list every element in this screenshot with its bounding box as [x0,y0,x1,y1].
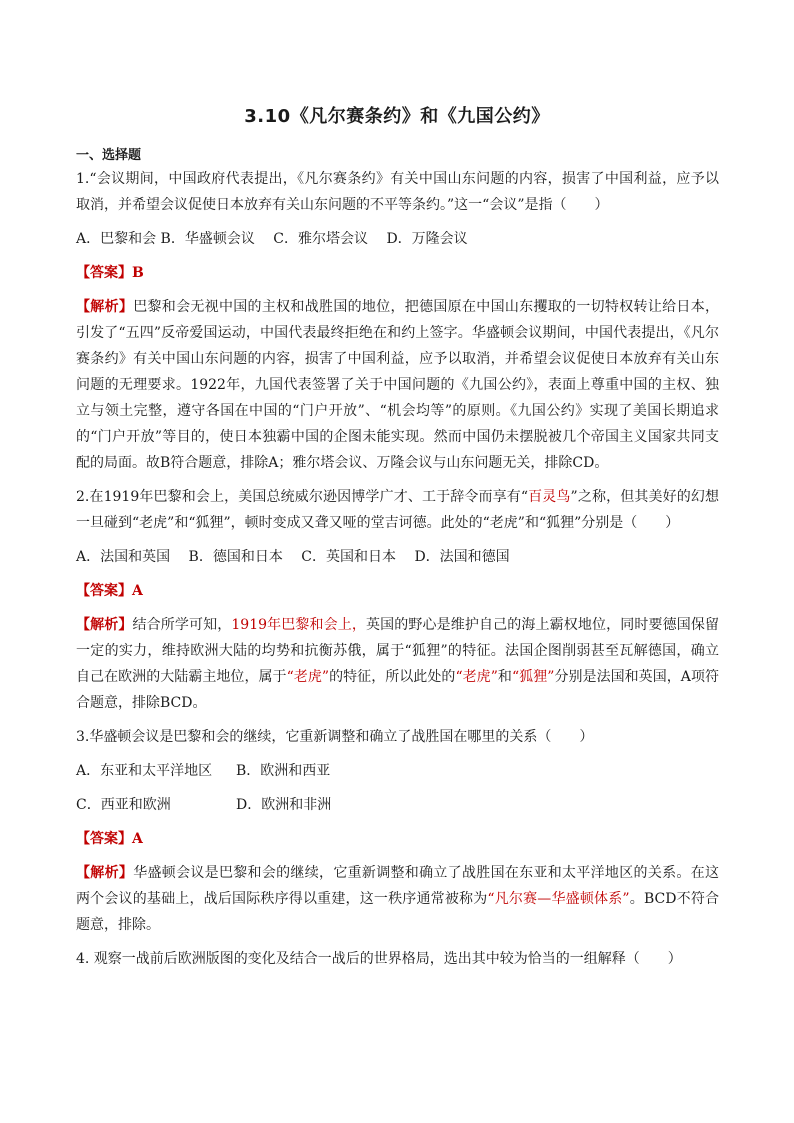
question-3-answer [76,826,719,852]
answer-value: A [132,583,143,599]
explanation-text: 1922年，九国代表签署了关于中国问题的《九国公约》，表面上尊重中国的主权、独立与领土完整，遵守各国在中国的“门户开放”、“机会均等”的原则。《九国公约》实现了美国长期追求的“门户开放”等目的，使日本独霸中国的企图未能实现。然而中国仍未摆脱被几个帝国主义国家共同支配的局面。故B符合题意，排除A；雅尔塔会议、万隆会议与山东问题无关，排除CD。 [76,377,719,471]
question-3-options-row-2 [76,792,719,818]
explanation-text: 华盛顿会议是巴黎和会的继续，它重新调整和确立了战胜国在东亚和太平洋地区的关系。在这两个会议的基础上，战后国际秩序得以重建，这一秩序通常被称为 [76,865,720,907]
question-body [76,166,719,980]
question-3-explanation [76,860,719,938]
question-1-options: A．巴黎和会 B．华盛顿会议 C．雅尔塔会议 D．万隆会议 [76,231,468,247]
option-b: B．欧洲和西亚 [236,763,331,779]
stem-highlight: 百灵鸟 [528,489,571,505]
explanation-text: 英国的野心是维护自己的海上霸权地位，同时要德国保留一定的实力，维持欧洲大陆的均势和抗衡苏俄，属于“狐狸”的特征。法国企图削弱甚至瓦解德国，确立自己在欧洲的大陆霸主地位，属于 [76,617,720,685]
option-a: A．东亚和太平洋地区 [76,763,213,779]
stem-text: 2.在1919年巴黎和会上，美国总统威尔逊因博学广才、工于辞令而享有“ [76,489,529,505]
question-4-stem: 4. 观察一战前后欧洲版图的变化及结合一战后的世界格局，选出其中较为恰当的一组解释（ ） [76,951,682,967]
explanation-tag: 【解析】 [76,865,134,881]
question-2-stem [76,484,719,536]
explanation-text: 。BCD不符合题意，排除。 [76,891,720,933]
explanation-highlight: “狐狸” [511,669,555,685]
explanation-highlight: “老虎” [286,669,330,685]
explanation-highlight: “老虎” [455,669,498,685]
stem-text: ”之称，但其美好的幻想一旦碰到“老虎”和“狐狸”，顿时变成又聋又哑的堂吉诃德。此处的“老虎”和“狐狸”分别是（ ） [76,489,719,531]
document-title: 3.10《凡尔赛条约》和《九国公约》 [244,106,550,127]
answer-value: B [132,265,144,281]
answer-tag: 【答案】 [76,265,132,281]
explanation-text: 分别是法国和英国，A项符合题意，排除BCD。 [76,669,719,711]
explanation-highlight: “凡尔赛—华盛顿体系” [487,891,630,907]
question-1-answer [76,260,719,286]
question-1-explanation [76,294,719,476]
explanation-text: 和 [497,669,512,685]
question-2-options: A．法国和英国 B．德国和日本 C．英国和日本 D．法国和德国 [76,549,510,565]
answer-value: A [132,831,143,847]
question-2-answer [76,578,719,604]
question-3-options-row-1 [76,758,719,784]
section-heading: 一、选择题 [76,148,142,163]
question-1-stem: 1.“会议期间，中国政府代表提出，《凡尔赛条约》有关中国山东问题的内容，损害了中国利益，应予以取消，并希望会议促使日本放弃有关山东问题的不平等条约。”这一“会议”是指（ ） [76,171,719,213]
explanation-tag: 【解析】 [76,617,133,633]
explanation-tag: 【解析】 [76,299,134,315]
option-c: C．西亚和欧洲 [76,797,171,813]
explanation-text: 巴黎和会无视中国的主权和战胜国的地位，把德国原在中国山东攫取的一切特权转让给日本，引发了“五四”反帝爱国运动，中国代表最终拒绝在和约上签字。华盛顿会议期间，中国代表提出，《凡尔赛条约》有关中国山东问题的内容，损害了中国利益，应予以取消，并希望会议促使日本放弃有关山东问题的无理要求。 [76,299,720,393]
explanation-highlight: 1919年巴黎和会上， [231,617,367,633]
question-3-stem: 3.华盛顿会议是巴黎和会的继续，它重新调整和确立了战胜国在哪里的关系（ ） [76,729,594,745]
option-d: D．欧洲和非洲 [236,797,332,813]
answer-tag: 【答案】 [76,583,132,599]
answer-tag: 【答案】 [76,831,132,847]
explanation-text: 的特征，所以此处的 [329,669,456,685]
explanation-text: 结合所学可知， [132,617,232,633]
question-2-explanation [76,612,719,716]
